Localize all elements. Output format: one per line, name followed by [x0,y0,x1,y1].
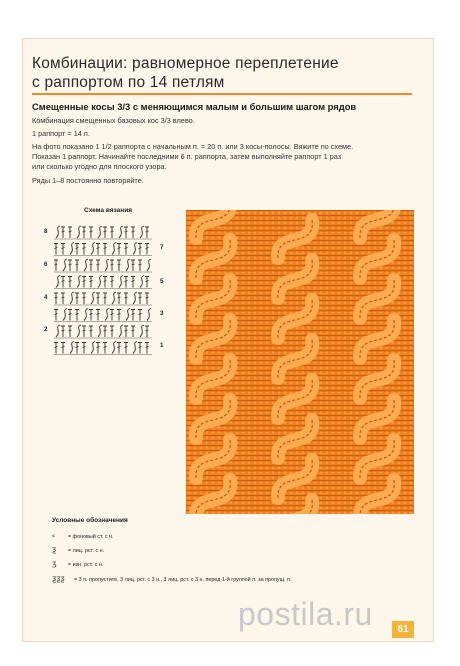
chart-stitch-symbol [117,310,121,321]
chart-stitch-symbol [61,277,65,288]
chart-stitch-symbol [117,244,121,255]
chart-stitch-symbol [70,243,74,255]
chart-stitch-symbol [119,226,123,238]
chart-stitch-symbol [82,227,86,238]
chart-stitch-symbol [96,260,100,271]
legend-title: Условные обозначения [52,517,128,524]
watermark: postila.ru [238,596,373,632]
row-number: 8 [44,228,48,235]
chart-stitch-symbol [138,244,142,255]
row-number: 6 [44,261,48,268]
chart-stitch-symbol [61,227,65,238]
chart-stitch-symbol [89,227,93,238]
chart-stitch-symbol [117,293,121,304]
legend-symbol-icon: ƺƺƺ [52,574,65,583]
chart-stitch-symbol [96,244,100,255]
chart-stitch-symbol [133,243,137,255]
chart-stitch-symbol [68,310,72,321]
chart-stitch-symbol [133,342,137,354]
chart-stitch-symbol [145,326,149,337]
title-divider [32,93,412,95]
chart-stitch-symbol [89,326,93,337]
chart-stitch-symbol [77,325,81,337]
paragraph-combination: Комбинация смещенных базовых кос 3/3 влево. [32,116,195,125]
chart-stitch-symbol [77,226,81,238]
chart-stitch-symbol [70,292,74,304]
chart-stitch-symbol [63,259,67,271]
chart-stitch-symbol [133,292,137,304]
chart-stitch-symbol [82,293,86,304]
chart-stitch-symbol [138,343,142,354]
chart-stitch-symbol [68,277,72,288]
page-number: 61 [392,621,414,638]
chart-stitch-symbol [61,326,65,337]
chart-stitch-symbol [112,292,116,304]
chart-stitch-symbol [61,293,65,304]
schema-title: Схема вязания [84,207,132,214]
paragraph-photo-line2: Показан 1 раппорт. Начинайте последними 6 п. раппорта, затем выполняйте раппорт 1 раз [32,152,342,161]
chart-stitch-symbol [126,309,130,321]
chart-stitch-symbol [147,309,151,321]
chart-stitch-symbol [112,342,116,354]
chart-stitch-symbol [98,325,102,337]
chart-stitch-symbol [96,293,100,304]
chart-stitch-symbol [75,310,79,321]
chart-stitch-symbol [124,227,128,238]
legend-item: ⸗ = фоновый ст. с н. [52,531,114,540]
chart-stitch-symbol [124,343,128,354]
chart-stitch-symbol [68,326,72,337]
chart-stitch-symbol [131,227,135,238]
row-number: 7 [160,244,164,251]
chart-stitch-symbol [82,343,86,354]
chart-stitch-symbol [89,260,93,271]
chart-stitch-symbol [82,277,86,288]
paragraph-photo-line3: или сколько угодно для плоского узора. [32,162,167,171]
chart-stitch-symbol [54,244,58,255]
chart-stitch-symbol [147,259,151,271]
chart-stitch-symbol [75,343,79,354]
chart-stitch-symbol [110,310,114,321]
crochet-chart [52,220,156,360]
paragraph-rows: Ряды 1–8 постоянно повторяйте. [32,176,144,185]
chart-stitch-symbol [82,244,86,255]
chart-stitch-symbol [138,293,142,304]
row-number: 4 [44,294,48,301]
chart-stitch-symbol [145,244,149,255]
chart-stitch-symbol [103,293,107,304]
chart-stitch-symbol [84,309,88,321]
chart-stitch-symbol [91,292,95,304]
chart-stitch-symbol [124,277,128,288]
chart-stitch-symbol [75,244,79,255]
row-number: 3 [160,310,164,317]
chart-stitch-symbol [103,244,107,255]
chart-stitch-symbol [63,309,67,321]
chart-stitch-symbol [138,310,142,321]
chart-stitch-symbol [68,227,72,238]
chart-stitch-symbol [75,260,79,271]
chart-stitch-symbol [89,310,93,321]
row-number: 5 [160,278,164,285]
legend-symbol-icon: ʒ [52,559,57,568]
chart-stitch-symbol [140,226,144,238]
chart-stitch-symbol [56,276,60,288]
chart-stitch-symbol [96,343,100,354]
row-number: 1 [160,342,164,349]
knit-sample-photo [186,210,414,514]
legend-symbol-icon: ⸗ [52,531,55,540]
chart-stitch-symbol [131,326,135,337]
chart-stitch-symbol [110,260,114,271]
chart-stitch-symbol [54,293,58,304]
chart-stitch-symbol [110,277,114,288]
chart-stitch-symbol [131,277,135,288]
chart-stitch-symbol [103,227,107,238]
chart-stitch-symbol [145,293,149,304]
chart-stitch-symbol [68,260,72,271]
chart-stitch-symbol [140,276,144,288]
chart-stitch-symbol [84,259,88,271]
legend-item: ƺƺƺ = 3 п. пропустите, 3 лиц. рст. с 3 н., 3 лиц. рст. с 3 н. перед 1-й группой п. за пропущ. п. [52,574,292,583]
chart-stitch-symbol [124,293,128,304]
chart-stitch-symbol [110,326,114,337]
chart-stitch-symbol [131,260,135,271]
chart-stitch-symbol [91,342,95,354]
chart-stitch-symbol [56,226,60,238]
chart-stitch-symbol [70,342,74,354]
chart-stitch-symbol [103,326,107,337]
chart-stitch-symbol [96,310,100,321]
chart-stitch-symbol [119,276,123,288]
chart-stitch-symbol [124,244,128,255]
chart-stitch-symbol [110,227,114,238]
chart-stitch-symbol [103,277,107,288]
chart-stitch-symbol [105,309,109,321]
chart-stitch-symbol [145,227,149,238]
chart-stitch-symbol [54,260,58,271]
chart-stitch-symbol [77,276,81,288]
chart-stitch-symbol [145,277,149,288]
chart-stitch-symbol [82,326,86,337]
chart-stitch-symbol [56,325,60,337]
chart-stitch-symbol [61,343,65,354]
chart-stitch-symbol [91,243,95,255]
chart-stitch-symbol [126,259,130,271]
chart-stitch-symbol [119,325,123,337]
chart-stitch-symbol [98,276,102,288]
legend-item: ƺ = лиц. рст. с н. [52,545,105,554]
page-title: Комбинации: равномерное переплетение с раппортом по 14 петлям [32,55,339,91]
chart-stitch-symbol [140,325,144,337]
chart-stitch-symbol [54,343,58,354]
chart-stitch-symbol [145,343,149,354]
chart-stitch-symbol [131,310,135,321]
chart-stitch-symbol [112,243,116,255]
paragraph-photo-line1: На фото показано 1 1/2 раппорта с начальным п. = 20 п. или 3 косы-полосы. Вяжите по схеме. [32,142,354,151]
section-subtitle: Смещенные косы 3/3 с меняющимся малым и большим шагом рядов [32,101,357,112]
paragraph-repeat: 1 раппорт = 14 п. [32,129,90,138]
chart-stitch-symbol [105,259,109,271]
legend-symbol-icon: ƺ [52,545,57,554]
chart-stitch-symbol [61,244,65,255]
chart-stitch-symbol [89,277,93,288]
chart-stitch-symbol [117,343,121,354]
chart-stitch-symbol [98,226,102,238]
legend-item: ʒ = изн. рст. с н. [52,559,104,568]
chart-stitch-symbol [54,310,58,321]
chart-stitch-symbol [103,343,107,354]
chart-stitch-symbol [117,260,121,271]
chart-stitch-symbol [138,260,142,271]
chart-stitch-symbol [124,326,128,337]
row-number: 2 [44,326,48,333]
chart-stitch-symbol [75,293,79,304]
